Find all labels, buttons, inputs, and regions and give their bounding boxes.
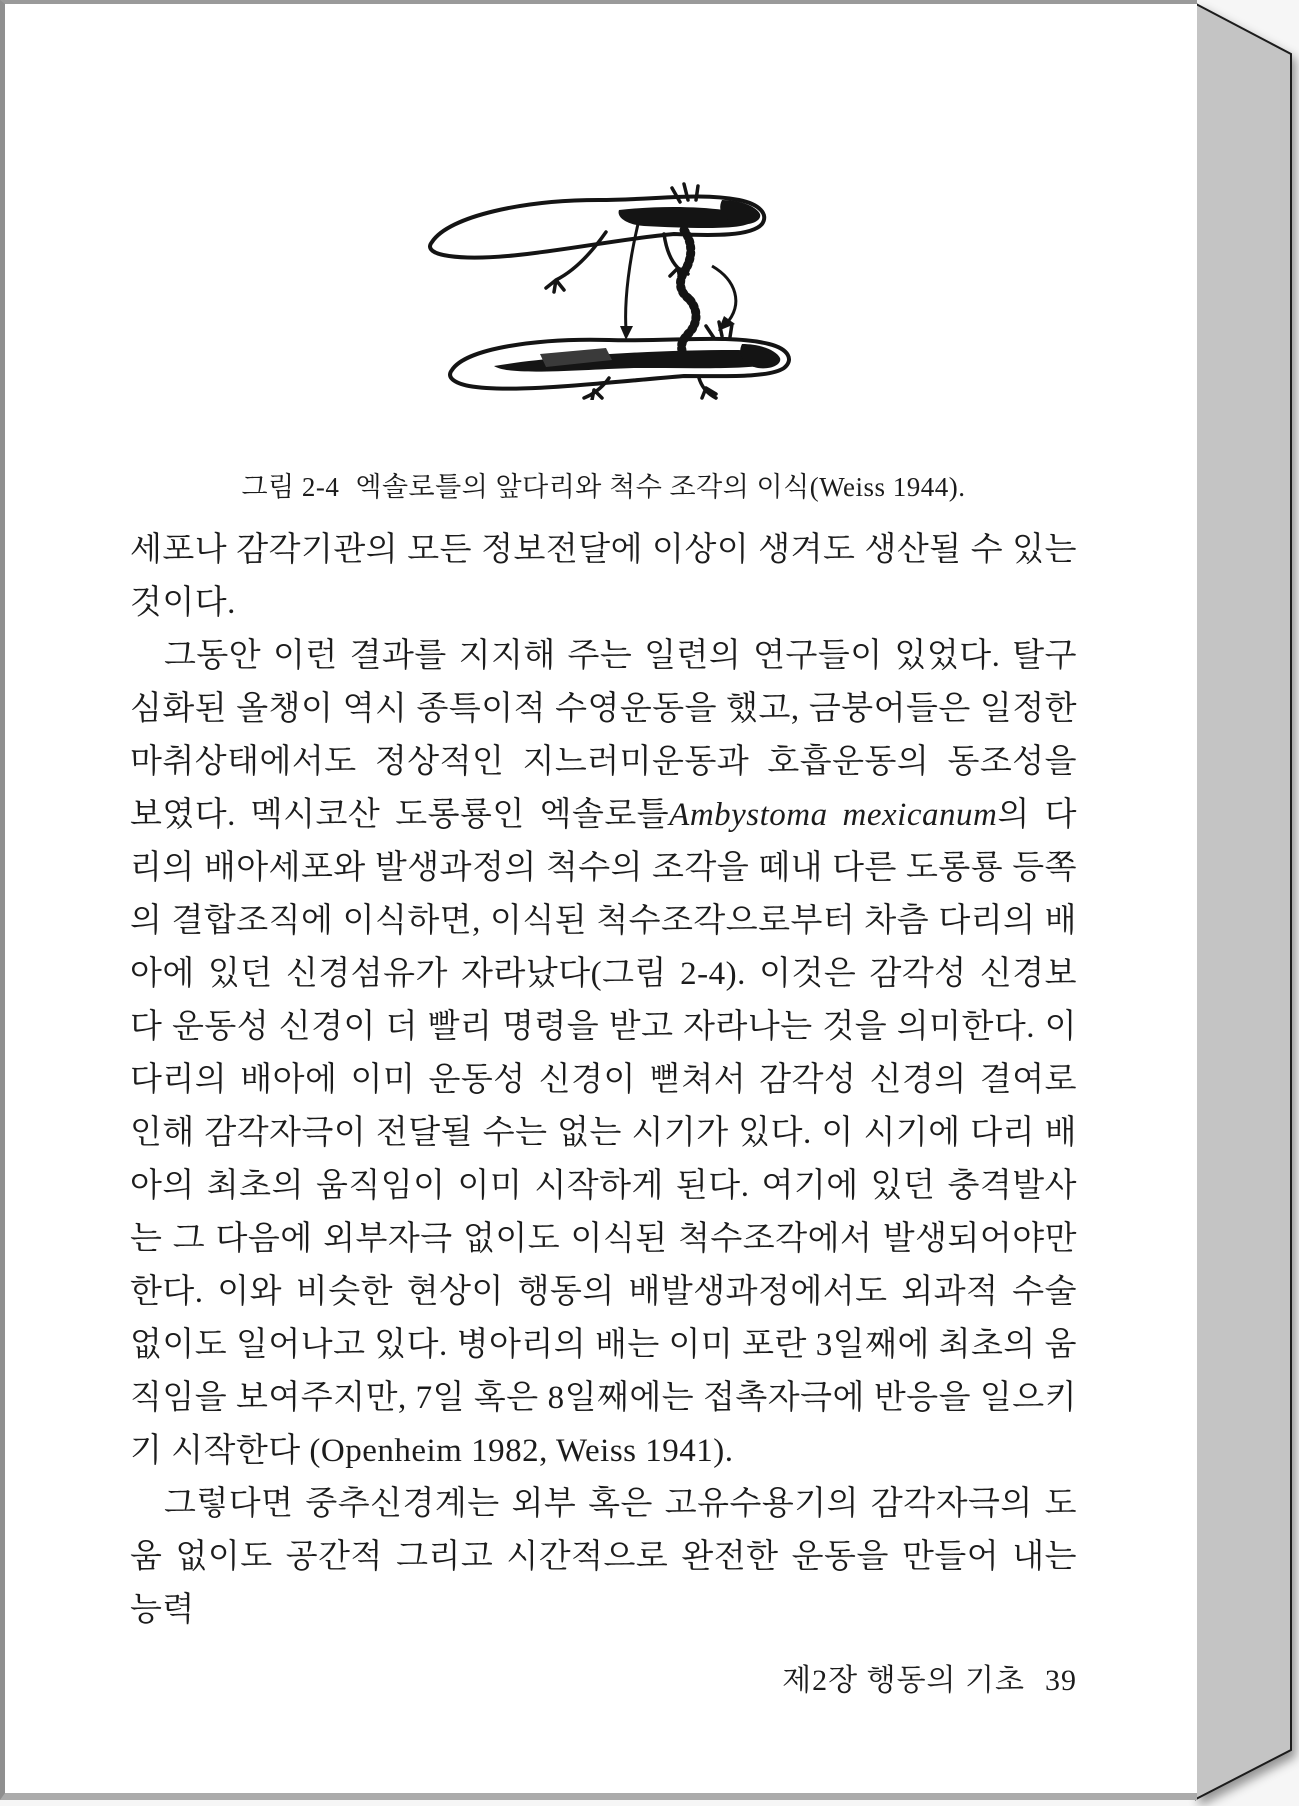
body-text bbox=[130, 524, 1077, 1637]
footer-chapter-title: 제2장 행동의 기초 bbox=[782, 1664, 1025, 1697]
figure-caption-label: 그림 2-4 bbox=[241, 472, 340, 502]
figure-2-4 bbox=[354, 148, 854, 400]
figure-caption-text: 엑솔로틀의 앞다리와 척수 조각의 이식(Weiss 1944). bbox=[355, 472, 966, 502]
lower-axolotl-front-leg bbox=[584, 378, 609, 400]
grafted-spinal-piece bbox=[680, 230, 690, 298]
upper-axolotl-gills bbox=[672, 184, 698, 202]
fore-edge-face bbox=[1196, 4, 1291, 1799]
lower-axolotl-hind-leg bbox=[699, 378, 716, 398]
page-footer bbox=[130, 1661, 1077, 1701]
axolotl-transplant-illustration bbox=[354, 148, 854, 400]
grafted-limb-piece bbox=[681, 300, 696, 350]
paragraph-2-start: 그동안 이런 결과를 지지해 주는 일련의 연구들이 있었다. 탈구심화된 올챙이 역시 종특이적 수영운동을 했고, 금붕어들은 일정한 마취상태에서도 정상적인 지느러미운동과 호흡운동의 동조성을 보였다. 멕시코산 도롱룡인 엑솔로틀 bbox=[130, 638, 1077, 833]
paragraph-2 bbox=[130, 630, 1077, 1478]
lower-axolotl bbox=[449, 322, 788, 400]
upper-axolotl bbox=[429, 184, 763, 292]
upper-axolotl-front-leg bbox=[546, 232, 606, 292]
transplant-arrow-curved bbox=[712, 266, 736, 331]
lower-axolotl-dorsal-stripe bbox=[494, 350, 775, 372]
paragraph-1: 세포나 감각기관의 모든 정보전달에 이상이 생겨도 생산될 수 있는 것이다. bbox=[130, 532, 1077, 621]
paragraph-3: 그렇다면 중추신경계는 외부 혹은 고유수용기의 감각자극의 도움 없이도 공간적 그리고 시간적으로 완전한 운동을 만들어 내는 능력 bbox=[130, 1486, 1077, 1628]
species-name-italic: Ambystoma mexicanum bbox=[669, 797, 998, 833]
paragraph-2-end: 의 다리의 배아세포와 발생과정의 척수의 조각을 떼내 다른 도롱룡 등쪽의 결합조직에 이식하면, 이식된 척수조각으로부터 차츰 다리의 배아에 있던 신경섬유가 자라났다(그림 2-4). 이것은 감각성 신경보다 운동성 신경이 더 빨리 명령을 받고 자라나는 것을 의미한다. 이 다리의 배아에 이미 운동성 신경이 뻗쳐서 감각성 신경의 결여로 인해 감각자극이 전달될 수는 없는 시기가 있다. 이 시기에 다리 배아의 최초의 움직임이 이미 시작하게 된다. 여기에 있던 충격발사는 그 다음에 외부자극 없이도 이식된 척수조각에서 발생되어야만 한다. 이와 비슷한 현상이 행동의 배발생과정에서도 외과적 수술 없이도 일어나고 있다. 병아리의 배는 이미 포란 3일째에 최초의 움직임을 보여주지만, 7일 혹은 8일째에는 접촉자극에 반응을 일으키기 시작한다 (Openheim 1982, Weiss 1941). bbox=[130, 797, 1077, 1469]
footer-page-number: 39 bbox=[1045, 1664, 1077, 1697]
figure-caption bbox=[130, 470, 1077, 504]
